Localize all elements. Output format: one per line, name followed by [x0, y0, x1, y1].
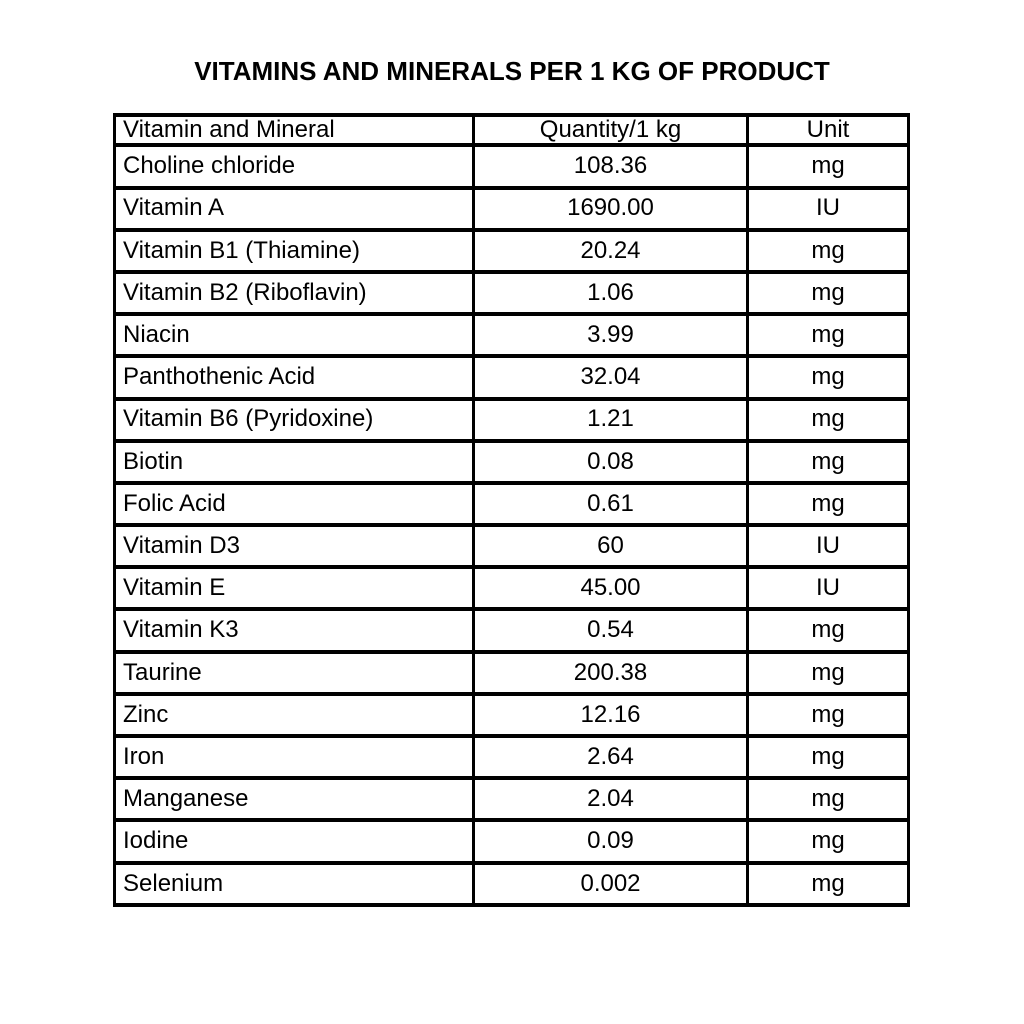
- unit-cell: mg: [748, 652, 909, 694]
- table-row: [115, 399, 909, 441]
- table-row: [115, 525, 909, 567]
- header-quantity: Quantity/1 kg: [474, 115, 748, 145]
- quantity-cell: 1.06: [474, 272, 748, 314]
- table-row: [115, 272, 909, 314]
- page-title: VITAMINS AND MINERALS PER 1 KG OF PRODUCT: [194, 56, 830, 86]
- table-row: [115, 314, 909, 356]
- table-body: [115, 145, 909, 905]
- table-row: [115, 609, 909, 651]
- quantity-cell: 0.09: [474, 820, 748, 862]
- nutrient-name-cell: Vitamin A: [115, 188, 474, 230]
- unit-cell: mg: [748, 820, 909, 862]
- table-row: [115, 441, 909, 483]
- nutrient-name-cell: Folic Acid: [115, 483, 474, 525]
- nutrient-name-cell: Manganese: [115, 778, 474, 820]
- unit-cell: IU: [748, 567, 909, 609]
- nutrient-name-cell: Vitamin B2 (Riboflavin): [115, 272, 474, 314]
- nutrient-name-cell: Choline chloride: [115, 145, 474, 187]
- quantity-cell: 1.21: [474, 399, 748, 441]
- quantity-cell: 45.00: [474, 567, 748, 609]
- table-row: [115, 736, 909, 778]
- unit-cell: mg: [748, 694, 909, 736]
- nutrient-name-cell: Vitamin D3: [115, 525, 474, 567]
- nutrient-name-cell: Vitamin K3: [115, 609, 474, 651]
- quantity-cell: 108.36: [474, 145, 748, 187]
- quantity-cell: 0.61: [474, 483, 748, 525]
- header-unit: Unit: [748, 115, 909, 145]
- header-vitamin-and-mineral: Vitamin and Mineral: [115, 115, 474, 145]
- unit-cell: mg: [748, 230, 909, 272]
- quantity-cell: 3.99: [474, 314, 748, 356]
- nutrient-name-cell: Vitamin E: [115, 567, 474, 609]
- quantity-cell: 20.24: [474, 230, 748, 272]
- table-row: [115, 356, 909, 398]
- table-row: [115, 652, 909, 694]
- table-row: [115, 230, 909, 272]
- quantity-cell: 0.54: [474, 609, 748, 651]
- unit-cell: mg: [748, 145, 909, 187]
- nutrient-name-cell: Vitamin B1 (Thiamine): [115, 230, 474, 272]
- quantity-cell: 32.04: [474, 356, 748, 398]
- unit-cell: mg: [748, 736, 909, 778]
- table-row: [115, 694, 909, 736]
- quantity-cell: 0.08: [474, 441, 748, 483]
- quantity-cell: 1690.00: [474, 188, 748, 230]
- table-row: [115, 483, 909, 525]
- quantity-cell: 200.38: [474, 652, 748, 694]
- nutrient-name-cell: Iron: [115, 736, 474, 778]
- table-row: [115, 188, 909, 230]
- unit-cell: mg: [748, 314, 909, 356]
- quantity-cell: 0.002: [474, 863, 748, 905]
- table-row: [115, 778, 909, 820]
- unit-cell: IU: [748, 188, 909, 230]
- nutrient-name-cell: Panthothenic Acid: [115, 356, 474, 398]
- table-row: [115, 567, 909, 609]
- table-row: [115, 863, 909, 905]
- vitamins-minerals-table: [113, 113, 910, 907]
- unit-cell: mg: [748, 863, 909, 905]
- unit-cell: mg: [748, 399, 909, 441]
- nutrient-name-cell: Niacin: [115, 314, 474, 356]
- quantity-cell: 2.04: [474, 778, 748, 820]
- nutrient-name-cell: Biotin: [115, 441, 474, 483]
- unit-cell: mg: [748, 441, 909, 483]
- quantity-cell: 12.16: [474, 694, 748, 736]
- quantity-cell: 2.64: [474, 736, 748, 778]
- header-row: [115, 115, 909, 145]
- table-row: [115, 820, 909, 862]
- nutrient-name-cell: Zinc: [115, 694, 474, 736]
- unit-cell: IU: [748, 525, 909, 567]
- nutrient-name-cell: Selenium: [115, 863, 474, 905]
- quantity-cell: 60: [474, 525, 748, 567]
- nutrient-name-cell: Vitamin B6 (Pyridoxine): [115, 399, 474, 441]
- unit-cell: mg: [748, 356, 909, 398]
- unit-cell: mg: [748, 483, 909, 525]
- unit-cell: mg: [748, 778, 909, 820]
- unit-cell: mg: [748, 609, 909, 651]
- unit-cell: mg: [748, 272, 909, 314]
- table-row: [115, 145, 909, 187]
- nutrient-name-cell: Taurine: [115, 652, 474, 694]
- nutrient-name-cell: Iodine: [115, 820, 474, 862]
